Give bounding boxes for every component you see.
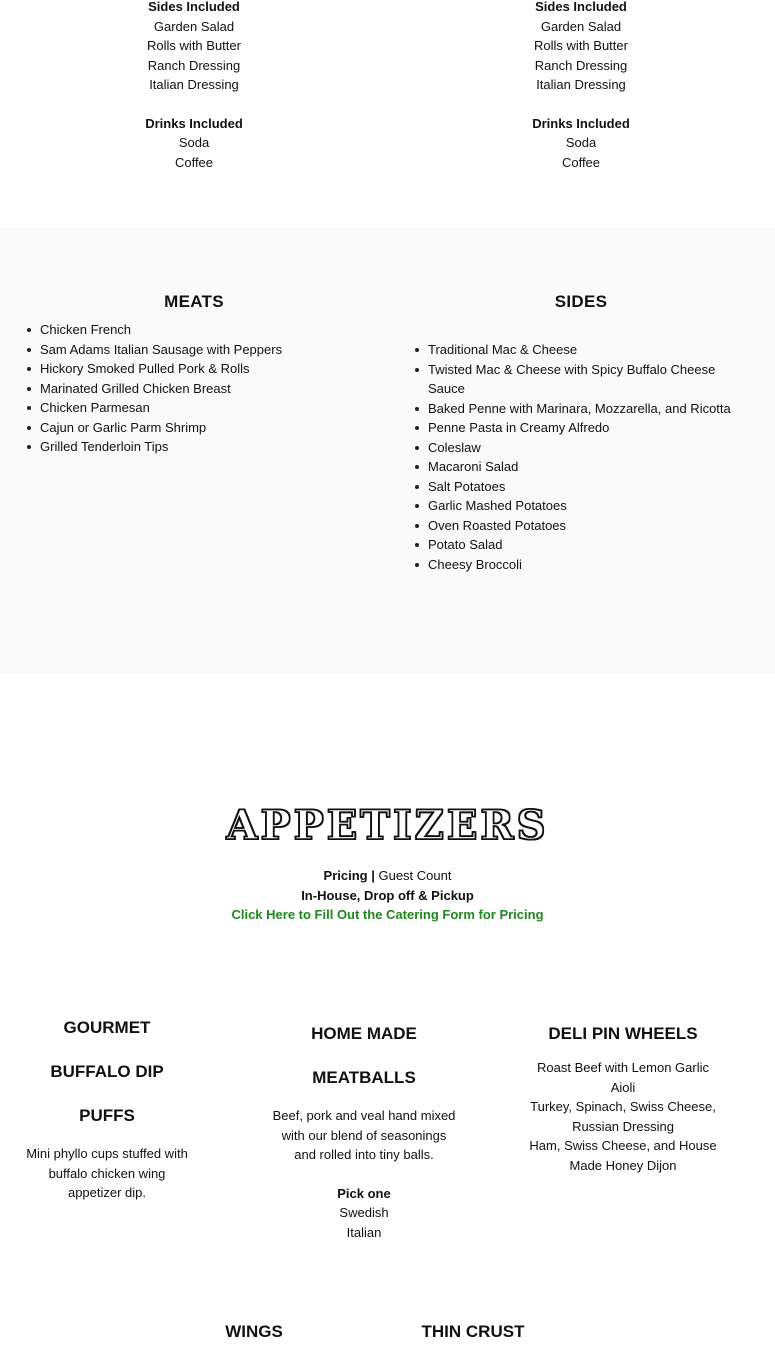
appetizer-card-deli-pin-wheels <box>523 1012 723 1175</box>
card-title: GOURMET <box>63 1018 151 1037</box>
list-item: Chicken French <box>0 320 380 340</box>
card-description: Aioli <box>610 1079 636 1095</box>
package-column-1 <box>94 0 294 172</box>
sides-list <box>388 340 738 574</box>
card-description: Russian Dressing <box>572 1118 674 1134</box>
card-title: HOME MADE <box>311 1024 417 1043</box>
list-item: Macaroni Salad <box>388 457 738 477</box>
list-item: Salt Potatoes <box>388 477 738 497</box>
list-item: Potato Salad <box>388 535 738 555</box>
card-description: and rolled into tiny balls. <box>294 1147 434 1162</box>
card-title: DELI PIN WHEELS <box>548 1024 698 1043</box>
card-title: BUFFALO DIP <box>50 1062 164 1081</box>
list-item: Cajun or Garlic Parm Shrimp <box>0 418 380 438</box>
drinks-included-heading: Drinks Included <box>145 115 243 131</box>
side-item: Italian Dressing <box>149 77 239 92</box>
side-item: Rolls with Butter <box>534 38 628 53</box>
drink-item: Coffee <box>174 154 214 170</box>
appetizer-card-buffalo-dip-puffs <box>12 1006 202 1203</box>
package-column-2 <box>481 0 681 172</box>
card-description: Mini phyllo cups stuffed with <box>26 1146 188 1161</box>
thin-crust-title: THIN CRUST <box>421 1322 525 1341</box>
pricing-line <box>0 866 775 886</box>
appetizers-title: APPETIZERS <box>226 802 549 849</box>
card-description: Made Honey Dijon <box>569 1157 677 1173</box>
side-item: Rolls with Butter <box>147 38 241 53</box>
list-item: Garlic Mashed Potatoes <box>388 496 738 516</box>
list-item: Sam Adams Italian Sausage with Peppers <box>0 340 380 360</box>
list-item: Cheesy Broccoli <box>388 555 738 575</box>
list-item: Marinated Grilled Chicken Breast <box>0 379 380 399</box>
pick-one-label: Pick one <box>337 1185 391 1201</box>
option-item: Swedish <box>339 1205 389 1220</box>
card-description: Ham, Swiss Cheese, and House <box>529 1138 717 1153</box>
card-description: Beef, pork and veal hand mixed <box>272 1108 456 1123</box>
list-item: Baked Penne with Marinara, Mozzarella, and Ricotta <box>388 399 738 419</box>
sides-included-heading: Sides Included <box>148 0 240 14</box>
list-item: Twisted Mac & Cheese with Spicy Buffalo Cheese Sauce <box>388 360 738 399</box>
pricing-value: Guest Count <box>374 868 452 883</box>
list-item: Coleslaw <box>388 438 738 458</box>
drinks-included-heading: Drinks Included <box>532 115 630 131</box>
side-item: Garden Salad <box>540 18 622 34</box>
meats-heading: MEATS <box>164 292 224 311</box>
card-title: MEATBALLS <box>312 1068 416 1087</box>
sides-included-heading: Sides Included <box>535 0 627 14</box>
side-item: Garden Salad <box>153 18 235 34</box>
sides-heading: SIDES <box>554 292 608 311</box>
service-options: In-House, Drop off & Pickup <box>301 887 474 903</box>
appetizer-card-meatballs <box>264 1012 464 1242</box>
card-description: Turkey, Spinach, Swiss Cheese, <box>530 1099 716 1114</box>
catering-form-link[interactable]: Click Here to Fill Out the Catering Form for Pricing <box>231 907 544 922</box>
list-item: Traditional Mac & Cheese <box>388 340 738 360</box>
list-item: Hickory Smoked Pulled Pork & Rolls <box>0 359 380 379</box>
side-item: Italian Dressing <box>536 77 626 92</box>
card-description: appetizer dip. <box>67 1185 147 1200</box>
card-description: Roast Beef with Lemon Garlic <box>537 1060 709 1075</box>
list-item: Oven Roasted Potatoes <box>388 516 738 536</box>
side-item: Ranch Dressing <box>147 57 241 73</box>
pricing-info <box>0 866 775 925</box>
card-title: PUFFS <box>79 1106 135 1125</box>
card-description: with our blend of seasonings <box>281 1127 447 1143</box>
option-item: Italian <box>346 1224 382 1240</box>
list-item: Grilled Tenderloin Tips <box>0 437 380 457</box>
card-description: buffalo chicken wing <box>48 1165 166 1181</box>
meats-list <box>0 320 380 457</box>
list-item: Chicken Parmesan <box>0 398 380 418</box>
pricing-label: Pricing | <box>323 868 375 883</box>
drink-item: Coffee <box>561 154 601 170</box>
side-item: Ranch Dressing <box>534 57 628 73</box>
list-item: Penne Pasta in Creamy Alfredo <box>388 418 738 438</box>
wings-title: WINGS <box>225 1322 283 1341</box>
drink-item: Soda <box>178 135 210 150</box>
drink-item: Soda <box>565 135 597 150</box>
